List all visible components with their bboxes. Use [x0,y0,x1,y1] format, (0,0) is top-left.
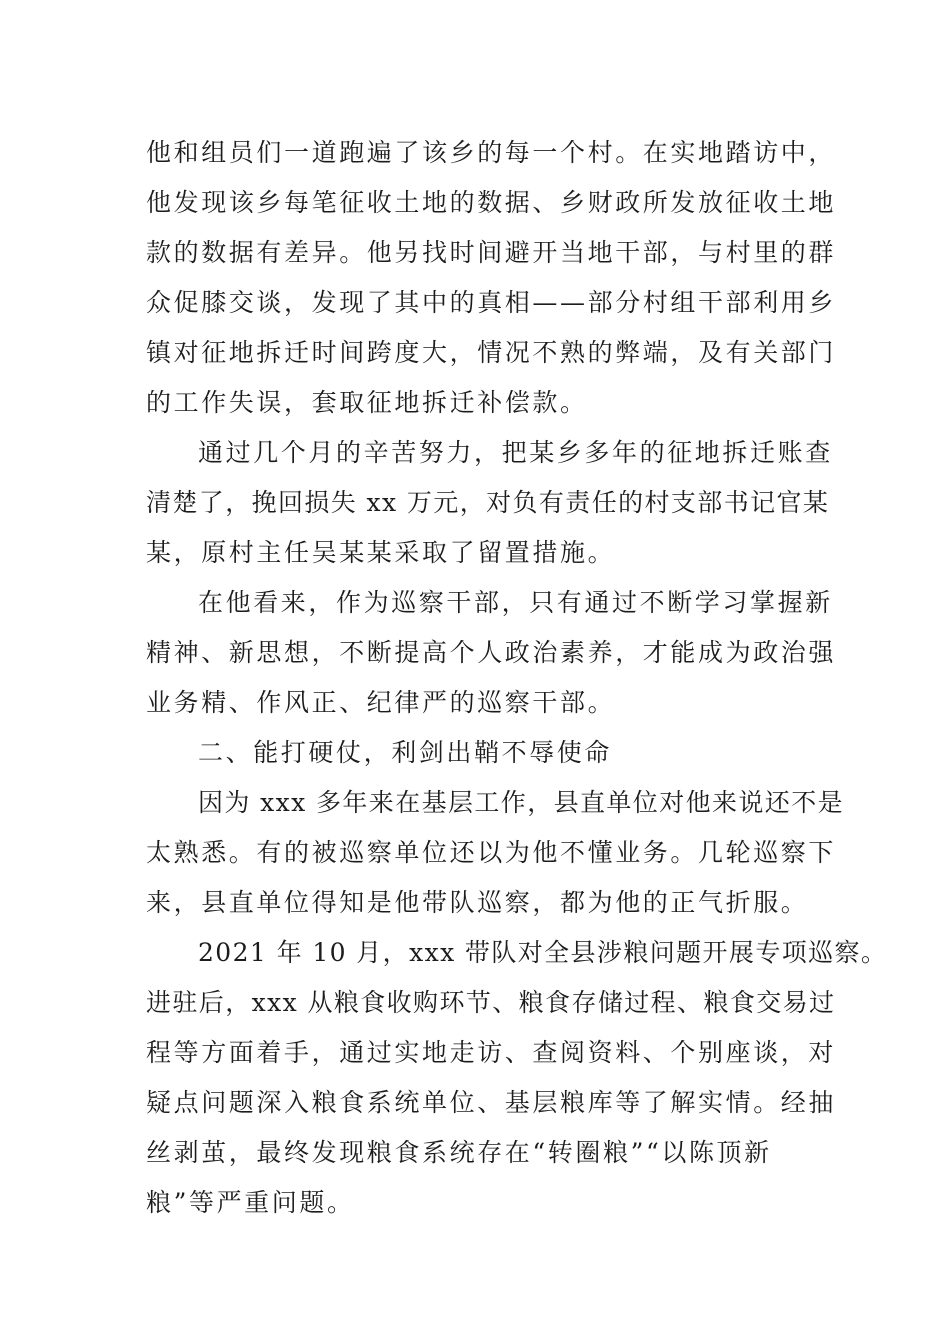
text-line: 的工作失误，套取征地拆迁补偿款。 [146,388,588,417]
text-line: 程等方面着手，通过实地走访、查阅资料、个别座谈，对 [146,1038,837,1067]
text-line: 太熟悉。有的被巡察单位还以为他不懂业务。几轮巡察下 [146,838,837,867]
text-line: 在他看来，作为巡察干部，只有通过不断学习掌握新 [198,588,833,617]
text-line: 疑点问题深入粮食系统单位、基层粮库等了解实情。经抽 [146,1088,837,1117]
text-line: 众促膝交谈，发现了其中的真相——部分村组干部利用乡 [146,288,837,317]
text-line: 丝剥茧，最终发现粮食系统存在“转圈粮”“以陈顶新 [146,1138,772,1167]
text-line: 他和组员们一道跑遍了该乡的每一个村。在实地踏访中， [146,138,837,167]
text-line: 款的数据有差异。他另找时间避开当地干部，与村里的群 [146,238,837,267]
text-line: 来，县直单位得知是他带队巡察，都为他的正气折服。 [146,888,809,917]
text-line: 他发现该乡每笔征收土地的数据、乡财政所发放征收土地 [146,188,837,217]
section-heading: 二、能打硬仗，利剑出鞘不辱使命 [198,738,613,767]
document-body [146,128,888,1228]
text-line: 精神、新思想，不断提高个人政治素养，才能成为政治强 [146,638,837,667]
text-line: 某，原村主任吴某某采取了留置措施。 [146,538,616,567]
text-line: 因为 xxx 多年来在基层工作，县直单位对他来说还不是 [198,788,844,817]
text-line: 通过几个月的辛苦努力，把某乡多年的征地拆迁账查 [198,438,833,467]
text-line: 镇对征地拆迁时间跨度大，情况不熟的弊端，及有关部门 [146,338,837,367]
text-line: 业务精、作风正、纪律严的巡察干部。 [146,688,616,717]
text-line: 清楚了，挽回损失 xx 万元，对负有责任的村支部书记官某 [146,488,830,517]
text-line: 粮”等严重问题。 [146,1188,355,1217]
text-line: 2021 年 10 月，xxx 带队对全县涉粮问题开展专项巡察。 [198,938,888,967]
text-line: 进驻后，xxx 从粮食收购环节、粮食存储过程、粮食交易过 [146,988,836,1017]
